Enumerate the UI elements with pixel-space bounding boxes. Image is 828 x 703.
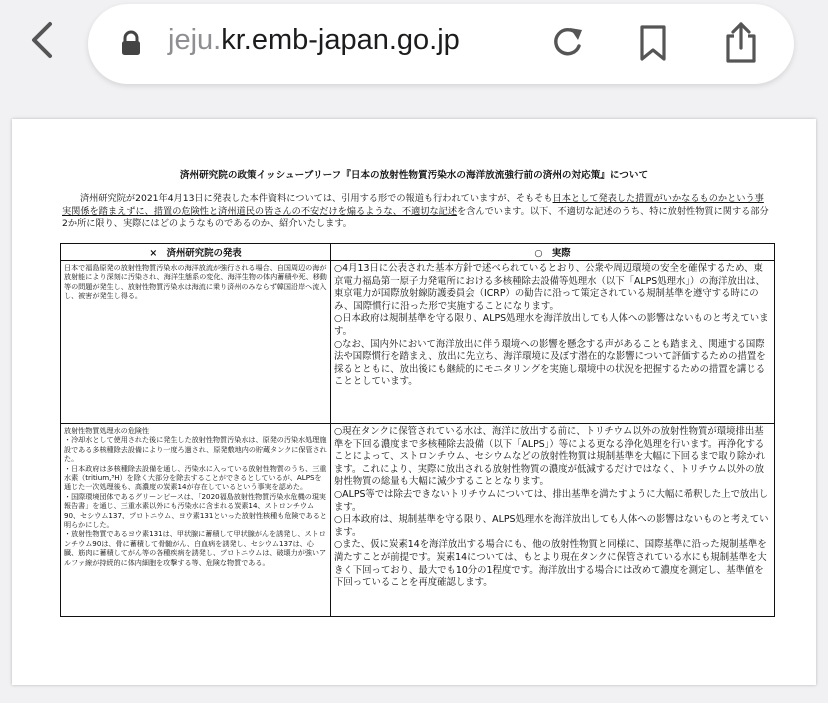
document-image xyxy=(12,119,816,685)
document-title: 済州研究院の政策イッシューブリーフ『日本の放射性物質汚染水の海洋放流強行前の済州の対応策』について xyxy=(179,170,649,181)
fact-paragraph: ○なお、国内外において海洋放出に伴う環境への影響を懸念する声があることも踏まえ、関連する国際法や国際慣行を踏まえ、放出に先立ち、海洋環境に及ぼす潜在的な影響について評価するための措置を採るとともに、放出後にも継続的にモニタリングを実施し環境中の状況を把握するための措置を講じることとしています。 xyxy=(334,338,766,388)
fact-paragraph: ○ALPS等では除去できないトリチウムについては、排出基準を満たすように大幅に希釈した上で放出します。 xyxy=(334,488,769,513)
claim-paragraph: ・放射性物質であるヨウ素131は、甲状腺に蓄積して甲状腺がんを誘発し、ストロンチウム90は、骨に蓄積して骨髄がん、白血病を誘発し、セシウム137は、心臓、筋肉に蓄積してがん等の各種疾病を誘発し、プロトニウムは、破壊力が強いアルファ線が持続的に体内細胞を攻撃する等、危険な物質である。 xyxy=(64,529,327,567)
claim-cell xyxy=(61,424,331,617)
url-subdomain: jeju. xyxy=(168,24,222,56)
comparison-table xyxy=(60,243,775,617)
claim-paragraph: ・日本政府は多核種除去設備を通し、汚染水に入っている放射性物質のうち、三重水素（tritium,³H）を除く大部分を除去することができるとしているが、ALPSを通じた一次処理後も、高濃度の炭素14が存在しているという事実を認めた。 xyxy=(64,463,327,492)
fact-paragraph: ○現在タンクに保管されている水は、海洋に放出する前に、トリチウム以外の放射性物質が環境排出基準を下回る濃度まで多核種除去設備（以下「ALPS」）等による更なる浄化処理を行います。再浄化することによって、ストロンチウム、セシウムなどの放射性物質は規制基準を大幅に下回るまで取り除かれます。これにより、実際に放出される放射性物質の濃度が低減するだけではなく、トリチウム以外の放射性物質の総量も大幅に減少することとなります。 xyxy=(334,426,766,488)
lock-icon xyxy=(120,30,142,56)
url-text[interactable] xyxy=(168,24,460,57)
claim-paragraph: 日本で福島原発の放射性物質汚染水の海洋放流が強行される場合、自国周辺の海が放射能により深刻に汚染され、海洋生態系の変化、海洋生物の体内蓄積や死、移動等の問題が発生し、放射性物質汚染水は海流に乗り済州のみならず韓国沿岸へ流入し、被害が発生し得る。 xyxy=(64,263,327,301)
fact-cell xyxy=(331,261,775,424)
bookmark-icon[interactable] xyxy=(638,24,668,62)
table-row xyxy=(61,424,775,617)
browser-toolbar xyxy=(0,0,828,103)
fact-paragraph: ○また、仮に炭素14を海洋放出する場合にも、他の放射性物質と同様に、国際基準に沿った規制基準を満たすことが前提です。炭素14については、もとより現在タンクに保管されている水にも規制基準を大きく下回っており、最大でも10分の1程度です。海洋放出する場合には改めて濃度を測定し、基準値を下回っていることを再度確認します。 xyxy=(334,539,767,589)
url-domain: kr.emb-japan.go.jp xyxy=(221,24,460,56)
table-row xyxy=(61,261,775,424)
fact-paragraph: ○4月13日に公表された基本方針で述べられているとおり、公衆や周辺環境の安全を確保するため、東京電力福島第一原子力発電所における多核種除去設備等処理水（以下「ALPS処理水」）の海洋放出は、東京電力が国際放射線防護委員会（ICRP）の勧告に沿って策定されている規制基準を遵守する時にのみ、国際慣行に沿った形で実施することになります。 xyxy=(334,263,766,312)
page-content xyxy=(0,103,828,703)
fact-paragraph: ○日本政府は、規制基準を守る限り、ALPS処理水を海洋放出しても人体への影響はないものと考えています。 xyxy=(334,514,769,538)
address-bar[interactable] xyxy=(88,4,794,84)
chevron-left-icon[interactable] xyxy=(22,18,66,62)
fact-paragraph: ○日本政府は規制基準を守る限り、ALPS処理水を海洋放出しても人体への影響はないものと考えています。 xyxy=(334,313,769,337)
intro-text-end: を含んでいます。以下、不適切な記述のうち、特に放射性物質に関する部分2か所に限り、実際にはどのようなものであるのか、紹介いたします。 xyxy=(62,205,769,229)
document-intro xyxy=(62,193,770,231)
header-claim: × 済州研究院の発表 xyxy=(61,244,331,261)
intro-text: 済州研究院が2021年4月13日に発表した本件資料については、引用する形での報道も行われていますが、そもそも xyxy=(80,193,553,204)
intro-underlined-text: 日本として発表した措置がいかなるものかという事実関係を踏まえずに、措置の危険性と済州道民の皆さんの不安だけを煽るような、不適切な記述 xyxy=(62,193,764,217)
claim-paragraph: ・冷却水として使用された後に発生した放射性物質汚染水は、原発の汚染水処理施設である多核種除去設備により一度ろ過され、原発敷地内の貯蔵タンクに保管された。 xyxy=(64,435,327,464)
share-icon[interactable] xyxy=(722,20,760,64)
claim-heading: 放射性物質処理水の危険性 xyxy=(64,426,150,435)
claim-paragraph: ・国際環境団体であるグリーンピースは、「2020福島放射性物質汚染水危機の現実報告書」を通じ、三重水素以外にも汚染水に含まれる炭素14、ストロンチウム90、セシウム137、プロトニウム、ヨウ素131といった放射性核種も危険であると明らかにした。 xyxy=(64,491,327,530)
reload-icon[interactable] xyxy=(548,24,586,62)
claim-cell xyxy=(61,261,331,424)
header-fact: ○ 実際 xyxy=(331,244,775,261)
fact-cell xyxy=(331,424,775,617)
